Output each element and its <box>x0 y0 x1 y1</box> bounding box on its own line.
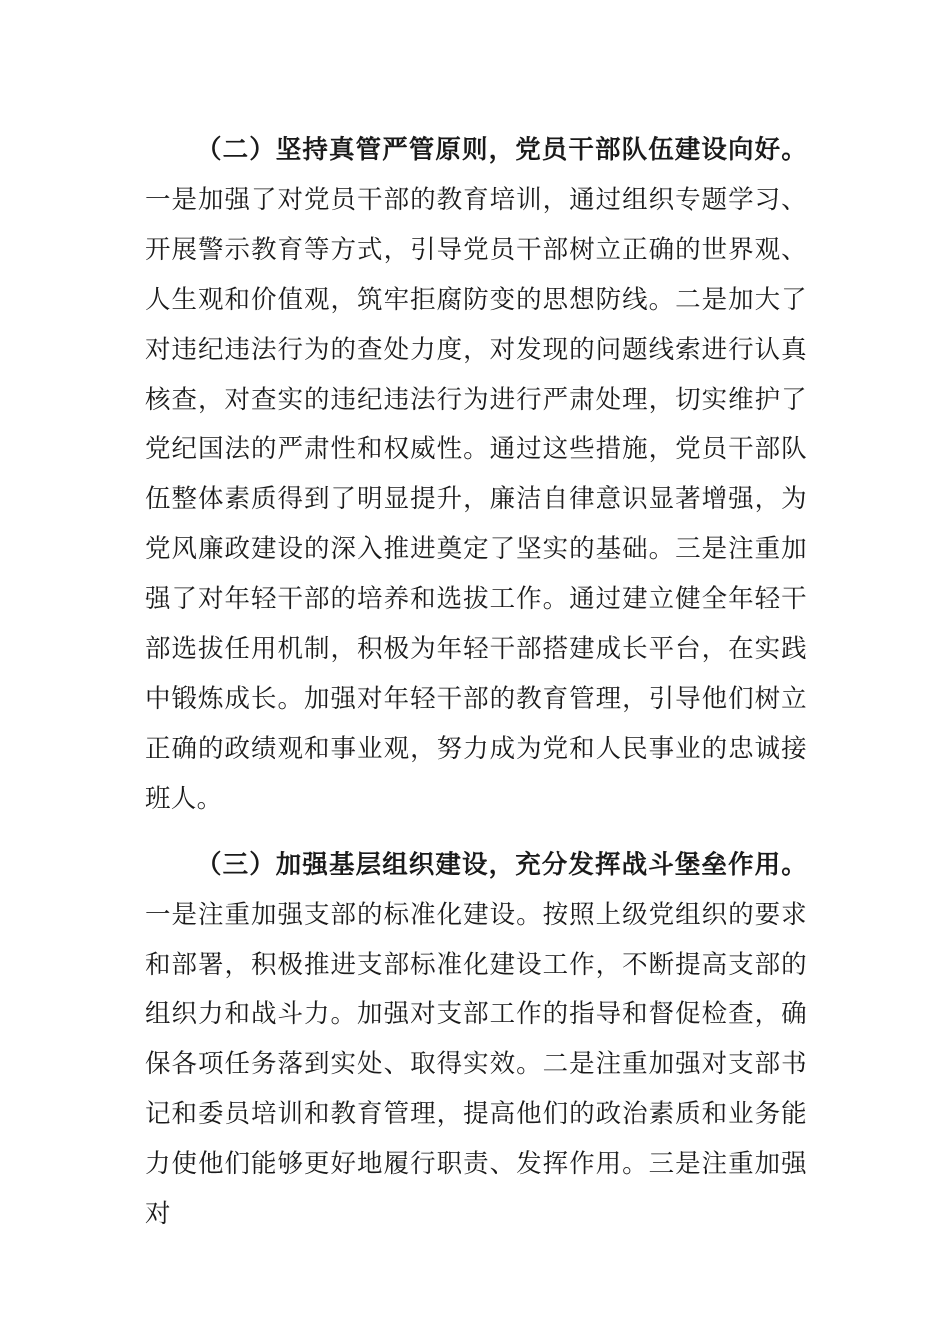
paragraph-heading: （二）坚持真管严管原则，党员干部队伍建设向好。 <box>196 135 807 165</box>
paragraph-cadre-building <box>145 126 807 825</box>
document-page <box>145 126 807 1240</box>
paragraph-body: 一是注重加强支部的标准化建设。按照上级党组织的要求和部署，积极推进支部标准化建设工作，不断提高支部的组织力和战斗力。加强对支部工作的指导和督促检查，确保各项任务落到实处、取得实效。二是注重加强对支部书记和委员培训和教育管理，提高他们的政治素质和业务能力使他们能够更好地履行职责、发挥作用。三是注重加强对 <box>145 899 807 1230</box>
paragraph-heading: （三）加强基层组织建设，充分发挥战斗堡垒作用。 <box>196 849 807 880</box>
paragraph-grassroots-organization <box>145 841 807 1240</box>
paragraph-body: 一是加强了对党员干部的教育培训，通过组织专题学习、开展警示教育等方式，引导党员干部树立正确的世界观、人生观和价值观，筑牢拒腐防变的思想防线。二是加大了对违纪违法行为的查处力度，对发现的问题线索进行认真核查，对查实的违纪违法行为进行严肃处理，切实维护了党纪国法的严肃性和权威性。通过这些措施，党员干部队伍整体素质得到了明显提升，廉洁自律意识显著增强，为党风廉政建设的深入推进奠定了坚实的基础。三是注重加强了对年轻干部的培养和选拔工作。通过建立健全年轻干部选拔任用机制，积极为年轻干部搭建成长平台，在实践中锻炼成长。加强对年轻干部的教育管理，引导他们树立正确的政绩观和事业观，努力成为党和人民事业的忠诚接班人。 <box>145 184 807 814</box>
